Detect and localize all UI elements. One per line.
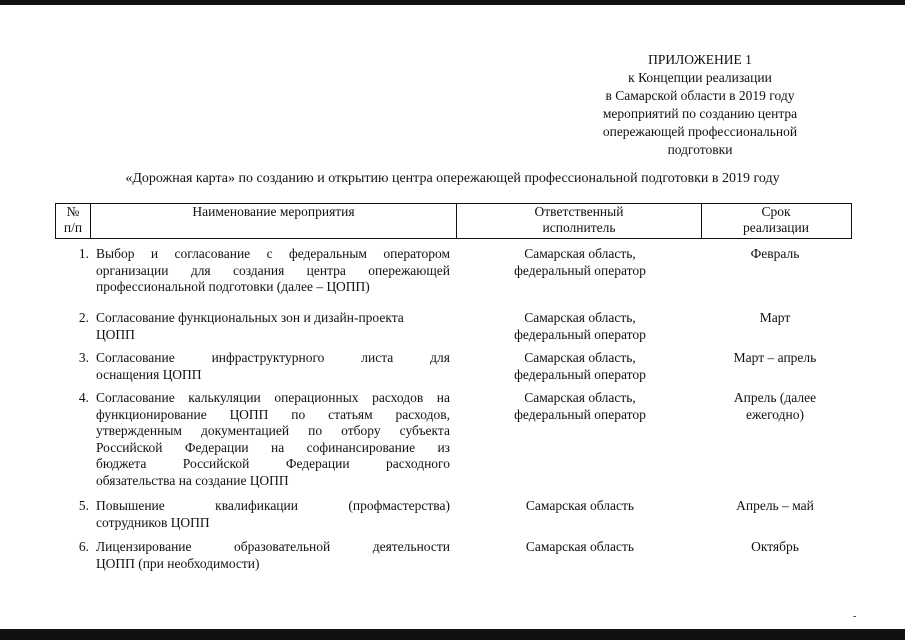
row-activity: Согласование инфраструктурного листа для оснащения ЦОПП	[96, 350, 450, 382]
row-deadline: Февраль	[750, 246, 800, 261]
row-number: 5.	[78, 498, 89, 513]
scan-mark: -	[853, 611, 857, 622]
row-deadline: Октябрь	[751, 539, 799, 554]
row-number: 6.	[78, 539, 89, 554]
row-responsible: Самарская область, федеральный оператор	[514, 246, 646, 278]
appendix-line: в Самарской области в 2019 году	[605, 88, 795, 103]
row-activity: Выбор и согласование с федеральным оператором организации для создания центра опережающей профессиональной подготовки (далее – ЦОПП)	[96, 246, 450, 294]
header-name: Наименование мероприятия	[192, 204, 355, 219]
appendix-line: опережающей профессиональной	[602, 124, 798, 139]
row-activity: Согласование функциональных зон и дизайн-проекта ЦОПП	[96, 310, 404, 342]
row-number: 3.	[78, 350, 89, 365]
header-responsible: Ответственный исполнитель	[534, 204, 624, 235]
row-number: 4.	[78, 390, 89, 405]
row-activity: Лицензирование образовательной деятельности ЦОПП (при необходимости)	[96, 539, 450, 571]
row-number: 1.	[78, 246, 89, 261]
row-responsible: Самарская область, федеральный оператор	[514, 350, 646, 382]
row-deadline: Апрель – май	[736, 498, 814, 513]
document-title: «Дорожная карта» по созданию и открытию центра опережающей профессиональной подготовки в 2019 году	[125, 171, 780, 186]
header-deadline: Срок реализации	[743, 204, 809, 235]
appendix-title: ПРИЛОЖЕНИЕ 1	[648, 52, 752, 67]
row-activity: Согласование калькуляции операционных расходов на функционирование ЦОПП по статьям расходов, утвержденным документацией по отбору субъекта Российской Федерации на софинансирование из бюджета Российской Федерации расходного обязательства на создание ЦОПП	[96, 390, 450, 488]
appendix-line: к Концепции реализации	[628, 70, 772, 85]
top-border-rule	[0, 0, 905, 5]
row-deadline: Март – апрель	[733, 350, 817, 365]
row-number: 2.	[78, 310, 89, 325]
row-deadline: Апрель (далее ежегодно)	[733, 390, 817, 422]
row-deadline: Март	[759, 310, 791, 325]
row-responsible: Самарская область	[525, 498, 635, 513]
appendix-line: мероприятий по созданию центра	[602, 106, 798, 121]
header-num: № п/п	[63, 204, 83, 235]
bottom-border-rule	[0, 629, 905, 640]
appendix-header	[560, 51, 840, 159]
row-responsible: Самарская область, федеральный оператор	[514, 390, 646, 422]
appendix-line: подготовки	[667, 142, 733, 157]
row-activity: Повышение квалификации (профмастерства) сотрудников ЦОПП	[96, 498, 450, 530]
row-responsible: Самарская область	[525, 539, 635, 554]
table-header	[55, 203, 852, 239]
row-responsible: Самарская область, федеральный оператор	[514, 310, 646, 342]
